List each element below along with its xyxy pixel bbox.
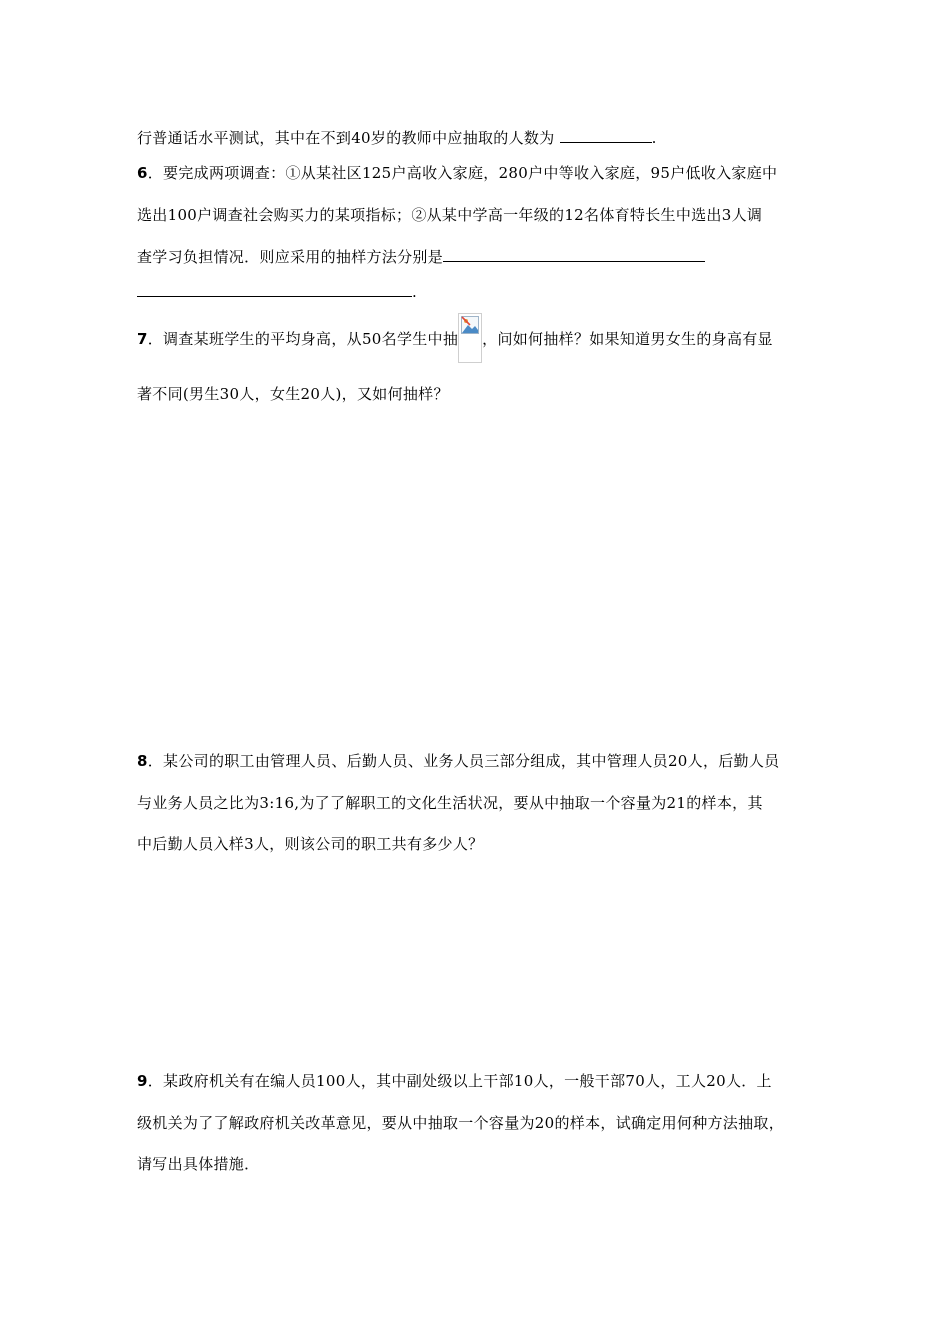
q6-text-1: ．要完成两项调查：①从某社区125户高收入家庭，280户中等收入家庭，95户低收入家庭中 — [147, 164, 778, 182]
q7-number: 7 — [137, 330, 148, 348]
q8-line-3 — [137, 834, 483, 854]
q5-end: . — [651, 129, 657, 147]
q7-text-1a: ．调查某班学生的平均身高，从50名学生中抽 — [147, 330, 459, 348]
q7-line-2 — [137, 384, 449, 404]
q9-text-2: 级机关为了了解政府机关改革意见，要从中抽取一个容量为20的样本，试确定用何种方法抽取， — [137, 1114, 784, 1132]
q9-line-1 — [137, 1071, 772, 1091]
q6-text-3: 查学习负担情况．则应采用的抽样方法分别是 — [137, 248, 444, 266]
q9-line-2 — [137, 1113, 784, 1133]
q9-line-3 — [137, 1154, 259, 1174]
q6-line-1 — [137, 163, 777, 183]
q6-line-3 — [137, 247, 705, 267]
broken-image-icon — [458, 313, 482, 363]
q6-line-4 — [137, 282, 417, 302]
q9-number: 9 — [137, 1072, 148, 1090]
q6-answer-blank-2[interactable] — [137, 282, 412, 297]
q7-text-2: 著不同(男生30人，女生20人)，又如何抽样？ — [137, 385, 449, 403]
q6-number: 6 — [137, 164, 148, 182]
q5-answer-blank[interactable] — [560, 128, 652, 143]
q8-text-2: 与业务人员之比为3:16,为了了解职工的文化生活状况，要从中抽取一个容量为21的样本，其 — [137, 794, 763, 812]
q5-line — [137, 128, 657, 148]
q8-number: 8 — [137, 752, 148, 770]
q6-text-2: 选出100户调查社会购买力的某项指标；②从某中学高一年级的12名体育特长生中选出3人调 — [137, 206, 763, 224]
q6-end: . — [412, 283, 418, 301]
q8-text-3: 中后勤人员入样3人，则该公司的职工共有多少人？ — [137, 835, 484, 853]
q5-text: 行普通话水平测试，其中在不到40岁的教师中应抽取的人数为 — [137, 129, 560, 147]
q7-line-1 — [137, 329, 773, 363]
q8-line-1 — [137, 751, 779, 771]
q8-text-1: ．某公司的职工由管理人员、后勤人员、业务人员三部分组成，其中管理人员20人，后勤人员 — [147, 752, 780, 770]
q6-line-2 — [137, 205, 762, 225]
q9-text-1: ．某政府机关有在编人员100人，其中副处级以上干部10人，一般干部70人，工人20人．上 — [147, 1072, 772, 1090]
q7-text-1b: ，问如何抽样？如果知道男女生的身高有显 — [482, 330, 773, 348]
q6-answer-blank-1[interactable] — [443, 247, 705, 262]
q9-text-3: 请写出具体措施． — [137, 1155, 260, 1173]
q8-line-2 — [137, 793, 763, 813]
